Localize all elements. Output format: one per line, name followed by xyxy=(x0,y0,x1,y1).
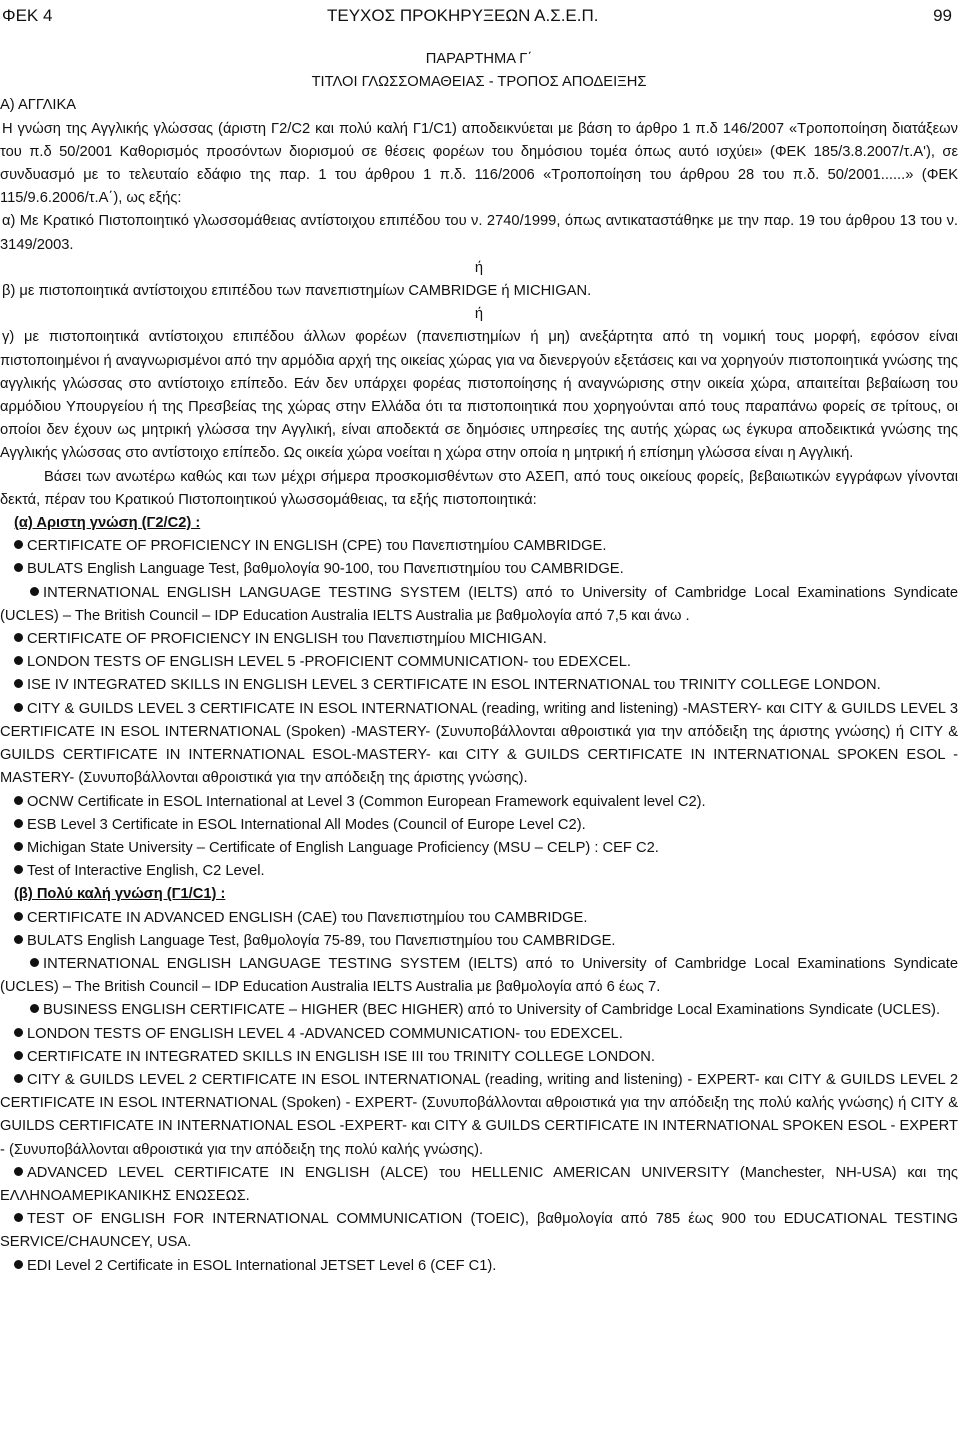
section-intro: Η γνώση της Αγγλικής γλώσσας (άριστη Γ2/C2 και πολύ καλή Γ1/C1) αποδεικνύεται με βάση το άρθρο 1 π.δ 146/2007 «Τροποποίηση διατάξεων του π.δ 50/2001 Καθορισμός προσόντων διορισμού σε θέσεις φορέων του δημόσιου τομέα όπως αυτό ισχύει» (ΦΕΚ 185/3.8.2007/τ.Α'), σε συνδυασμό με το τελευταίο εδάφιο της παρ. 1 του άρθρου 1 π.δ. 116/2006 «Τροποποίηση του άρθρου 28 του π.δ. 50/2001......» (ΦΕΚ 115/9.6.2006/τ.Α΄), ως εξής: xyxy=(0,120,958,207)
list-item: CITY & GUILDS LEVEL 3 CERTIFICATE IN ESOL INTERNATIONAL (reading, writing and listening) -MASTERY- και CITY & GUILDS LEVEL 3 CERTIFICATE IN ESOL INTERNATIONAL (Spoken) -MASTERY- (Συνυποβάλλονται αθροιστικά για την απόδειξη της άριστης γνώσης) ή CITY & GUILDS CERTIFICATE IN INTERNATIONAL ESOL-MASTERY- και CITY & GUILDS CERTIFICATE IN INTERNATIONAL SPOKEN ESOL -MASTERY- (Συνυποβάλλονται αθροιστικά για την απόδειξη της άριστης γνώσης). xyxy=(0,700,958,787)
bullet-icon xyxy=(14,842,23,851)
section-heading: Α) ΑΓΓΛΙΚΑ xyxy=(0,97,77,114)
list-item: CERTIFICATE IN INTEGRATED SKILLS IN ENGLISH ISE III του TRINITY COLLEGE LONDON. xyxy=(0,1046,958,1069)
bullet-icon xyxy=(14,1028,23,1037)
list-item: BUSINESS ENGLISH CERTIFICATE – HIGHER (BEC HIGHER) από το University of Cambridge Local Examinations Syndicate (UCLES). xyxy=(0,999,958,1022)
bullet-icon xyxy=(14,563,23,572)
bullet-icon xyxy=(14,1260,23,1269)
annex-title: ΠΑΡΑΡΤΗΜΑ Γ΄ xyxy=(425,51,533,67)
bullet-icon xyxy=(30,958,39,967)
bullet-icon xyxy=(14,1167,23,1176)
option-b: β) με πιστοποιητικά αντίστοιχου επιπέδου των πανεπιστημίων CAMBRIDGE ή MICHIGAN. xyxy=(2,283,592,300)
very-good-list xyxy=(0,907,958,1278)
list-item: BULATS English Language Test, βαθμολογία 75-89, του Πανεπιστημίου του CAMBRIDGE. xyxy=(0,930,958,953)
list-item: TEST OF ENGLISH FOR INTERNATIONAL COMMUNICATION (TOEIC), βαθμολογία από 785 έως 900 του EDUCATIONAL TESTING SERVICE/CHAUNCEY, USA. xyxy=(0,1211,958,1251)
or-separator: ή xyxy=(474,259,484,276)
list-item: CERTIFICATE OF PROFICIENCY IN ENGLISH του Πανεπιστημίου MICHIGAN. xyxy=(0,628,958,651)
bullet-icon xyxy=(14,935,23,944)
closing-paragraph: Βάσει των ανωτέρω καθώς και των μέχρι σήμερα προσκομισθέντων στο ΑΣΕΠ, από τους οικείους φορείς, βεβαιωτικών εγγράφων γίνονται δεκτά, πέραν του Κρατικού Πιστοποιητικού γλωσσομάθειας, τα εξής πιστοποιητικά: xyxy=(0,468,958,508)
list-item: OCNW Certificate in ESOL International at Level 3 (Common European Framework equivalent level C2). xyxy=(0,791,958,814)
bullet-icon xyxy=(14,633,23,642)
bullet-icon xyxy=(14,819,23,828)
bullet-icon xyxy=(14,865,23,874)
gazette-issue: ΦΕΚ 4 xyxy=(2,6,53,25)
bullet-icon xyxy=(14,540,23,549)
bullet-icon xyxy=(14,1213,23,1222)
document-page xyxy=(0,4,960,1434)
list-item: CERTIFICATE OF PROFICIENCY IN ENGLISH (CPE) του Πανεπιστημίου CAMBRIDGE. xyxy=(0,535,958,558)
list-item: ESB Level 3 Certificate in ESOL International All Modes (Council of Europe Level C2). xyxy=(0,814,958,837)
bullet-icon xyxy=(14,703,23,712)
bullet-icon xyxy=(30,1004,39,1013)
list-item: LONDON TESTS OF ENGLISH LEVEL 4 -ADVANCED COMMUNICATION- του EDEXCEL. xyxy=(0,1023,958,1046)
list-item: Michigan State University – Certificate of English Language Proficiency (MSU – CELP) : CEF C2. xyxy=(0,837,958,860)
list-item: INTERNATIONAL ENGLISH LANGUAGE TESTING SYSTEM (IELTS) από το University of Cambridge Local Examinations Syndicate (UCLES) – The British Council – IDP Education Australia IELTS Australia με βαθμολογία από 6 έως 7. xyxy=(0,955,958,996)
excellent-list xyxy=(0,535,958,883)
list-item: CITY & GUILDS LEVEL 2 CERTIFICATE IN ESOL INTERNATIONAL (reading, writing and listening) - EXPERT- και CITY & GUILDS LEVEL 2 CERTIFICATE IN ESOL INTERNATIONAL (Spoken) - EXPERT- (Συνυποβάλλονται αθροιστικά για την απόδειξη της πολύ καλής γνώσης) ή CITY & GUILDS CERTIFICATE IN INTERNATIONAL ESOL -EXPERT- και CITY & GUILDS CERTIFICATE IN INTERNATIONAL SPOKEN ESOL - EXPERT - (Συνυποβάλλονται αθροιστικά για την απόδειξη της πολύ καλής γνώσης). xyxy=(0,1071,958,1158)
annex-subtitle: ΤΙΤΛΟΙ ΓΛΩΣΣΟΜΑΘΕΙΑΣ - ΤΡΟΠΟΣ ΑΠΟΔΕΙΞΗΣ xyxy=(311,74,647,91)
list-item: ISE IV INTEGRATED SKILLS IN ENGLISH LEVEL 3 CERTIFICATE IN ESOL INTERNATIONAL του TRINITY COLLEGE LONDON. xyxy=(0,674,958,697)
list-item: CERTIFICATE IN ADVANCED ENGLISH (CAE) του Πανεπιστημίου του CAMBRIDGE. xyxy=(0,907,958,930)
list-item: LONDON TESTS OF ENGLISH LEVEL 5 -PROFICIENT COMMUNICATION- του EDEXCEL. xyxy=(0,651,958,674)
list-item: Test of Interactive English, C2 Level. xyxy=(0,860,958,883)
bullet-icon xyxy=(14,796,23,805)
page-header xyxy=(0,4,958,28)
list-item: ADVANCED LEVEL CERTIFICATE IN ENGLISH (ALCE) του HELLENIC AMERICAN UNIVERSITY (Manchester, NH-USA) και της ΕΛΛΗΝΟΑΜΕΡΙΚΑΝΙΚΗΣ ΕΝΩΣΕΩΣ. xyxy=(0,1164,958,1204)
or-separator: ή xyxy=(474,306,484,323)
list-item: INTERNATIONAL ENGLISH LANGUAGE TESTING SYSTEM (IELTS) από το University of Cambridge Local Examinations Syndicate (UCLES) – The British Council – IDP Education Australia IELTS Australia με βαθμολογία από 7,5 και άνω . xyxy=(0,584,958,624)
bullet-icon xyxy=(14,912,23,921)
list-item: EDI Level 2 Certificate in ESOL International JETSET Level 6 (CEF C1). xyxy=(0,1255,958,1278)
gazette-series: ΤΕΥΧΟΣ ΠΡΟΚΗΡΥΞΕΩΝ Α.Σ.Ε.Π. xyxy=(326,6,599,25)
option-a: α) Με Κρατικό Πιστοποιητικό γλωσσομάθειας αντίστοιχου επιπέδου του ν. 2740/1999, όπως αντικαταστάθηκε με την παρ. 19 του άρθρου 13 του ν. 3149/2003. xyxy=(0,213,958,253)
bullet-icon xyxy=(14,1051,23,1060)
excellent-heading: (α) Αριστη γνώση (Γ2/C2) : xyxy=(14,515,201,532)
bullet-icon xyxy=(14,656,23,665)
page-number: 99 xyxy=(933,6,952,25)
list-item: BULATS English Language Test, βαθμολογία 90-100, του Πανεπιστημίου του CAMBRIDGE. xyxy=(0,558,958,581)
bullet-icon xyxy=(14,679,23,688)
option-c: γ) με πιστοποιητικά αντίστοιχου επιπέδου άλλων φορέων (πανεπιστημίων ή μη) ανεξάρτητα από τη νομική τους μορφή, εφόσον είναι πιστοποιημένοι ή αναγνωρισμένοι από την αρμόδια αρχή της οικείας χώρας για να διενεργούν εξετάσεις και να χορηγούν πιστοποιητικά γνώσης της αγγλικής γλώσσας στο αντίστοιχο επίπεδο. Εάν δεν υπάρχει φορέας πιστοποίησης ή αναγνώρισης στην οικεία χώρα, απαιτείται βεβαίωση του αρμόδιου Υπουργείου ή της Πρεσβείας της χώρας στην Ελλάδα ότι τα πιστοποιητικά που χορηγούνται από τους παραπάνω φορείς σε τρίτους, οι οποίοι δεν έχουν ως μητρική γλώσσα την Αγγλική, είναι αποδεκτά σε δημόσιες υπηρεσίες της αυτής χώρας ως έγκυρα αποδεικτικά γνώσης της Αγγλικής γλώσσας στο αντίστοιχο επίπεδο. Ως οικεία χώρα νοείται η χώρα στην οποία η μητρική ή επίσημη γλώσσα είναι η Αγγλική. xyxy=(0,329,958,462)
bullet-icon xyxy=(30,587,39,596)
bullet-icon xyxy=(14,1074,23,1083)
very-good-heading: (β) Πολύ καλή γνώση (Γ1/C1) : xyxy=(14,886,226,903)
